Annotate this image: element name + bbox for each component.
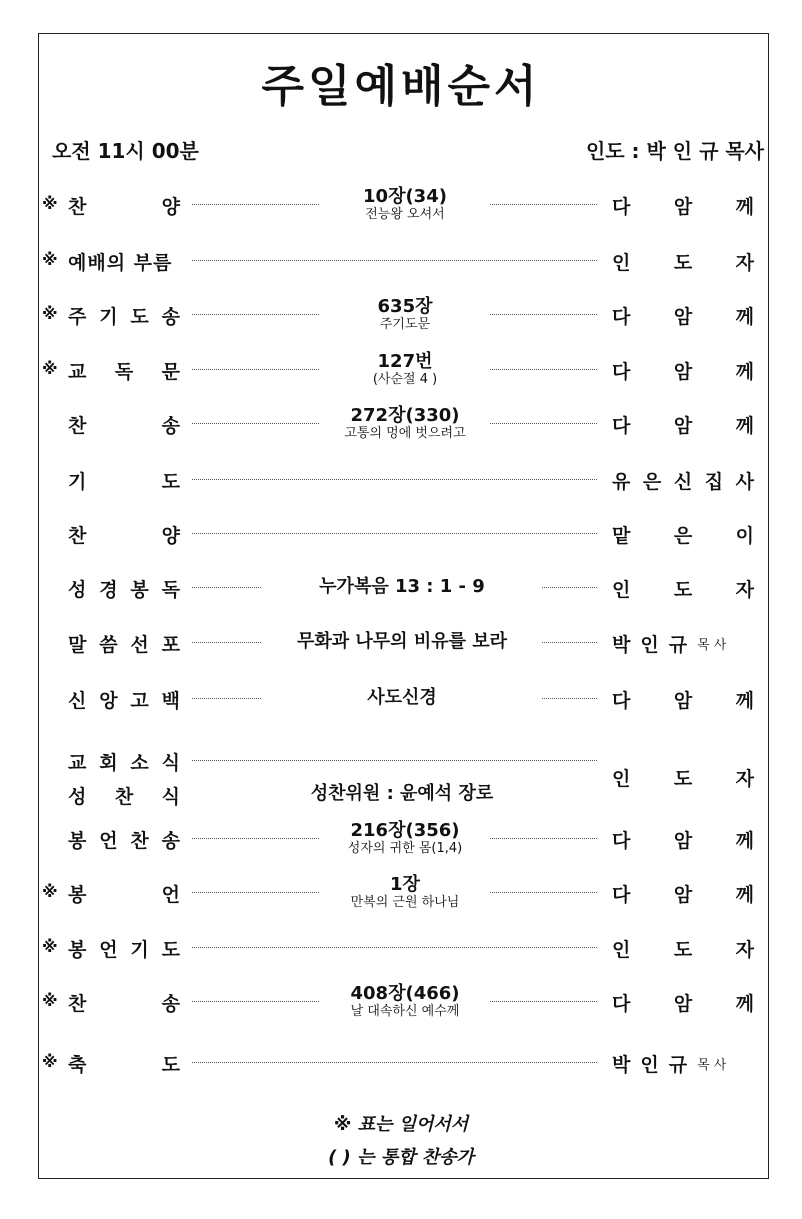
dotted-leader <box>192 479 597 480</box>
person-char: 유 <box>612 471 631 493</box>
program-item-detail <box>262 782 542 806</box>
person-char: 자 <box>735 252 754 274</box>
label-char: 주 <box>68 306 87 328</box>
program-item-detail <box>320 405 490 442</box>
label-char: 독 <box>114 361 134 383</box>
program-row <box>0 349 802 389</box>
program-item-person <box>612 989 754 1016</box>
page-title: 주일예배순서 <box>261 61 541 112</box>
label-char: 기 <box>130 939 149 961</box>
program-row <box>0 184 802 224</box>
program-row <box>0 768 802 814</box>
program-item-label <box>68 411 180 438</box>
program-row <box>0 403 802 443</box>
label-char: 경 <box>99 579 118 601</box>
program-item-person <box>612 935 754 962</box>
program-item-label <box>68 302 180 329</box>
program-item-person <box>612 467 754 494</box>
detail-secondary: 날 대속하신 예수께 <box>350 1004 460 1019</box>
label-char: 도 <box>161 939 180 961</box>
label-char: 문 <box>161 361 180 383</box>
label-char: 양 <box>161 525 180 547</box>
label-char: 봉 <box>68 884 87 906</box>
program-item-person <box>612 411 754 438</box>
service-time: 오전 11시 00분 <box>52 139 199 163</box>
label-char: 도 <box>161 471 180 493</box>
program-item-label <box>68 1050 180 1077</box>
program-item-person <box>612 880 754 907</box>
label-char: 백 <box>161 690 180 712</box>
service-header <box>52 135 764 165</box>
label-char: 도 <box>161 1054 180 1076</box>
label-char: 찬 <box>68 415 87 437</box>
label-char: 찬 <box>68 196 87 218</box>
person-char: 자 <box>735 579 754 601</box>
standing-mark: ※ <box>42 194 58 213</box>
label-char: 찬 <box>68 993 87 1015</box>
program-item-label <box>68 880 180 907</box>
person-char: 인 <box>612 252 631 274</box>
person-char: 은 <box>642 471 662 493</box>
label-char: 봉 <box>130 579 149 601</box>
person-char: 다 <box>612 415 631 437</box>
person-char: 암 <box>673 993 693 1015</box>
label-char: 소 <box>130 752 149 774</box>
person-char: 암 <box>673 884 693 906</box>
program-item-detail <box>320 351 490 388</box>
program-item-person <box>612 1050 754 1077</box>
person-char: 께 <box>735 690 754 712</box>
label-char: 씀 <box>99 634 118 656</box>
program-item-label <box>68 826 180 853</box>
detail-primary: 408장(466) <box>350 983 460 1004</box>
label-char: 기 <box>99 306 118 328</box>
detail-primary: 216장(356) <box>350 820 460 841</box>
program-row <box>0 872 802 912</box>
program-row <box>0 513 802 553</box>
person-char: 다 <box>612 306 631 328</box>
program-item-detail <box>262 575 542 599</box>
person-char: 인 <box>612 939 631 961</box>
label-char: 식 <box>161 752 180 774</box>
program-item-person <box>612 630 754 657</box>
program-item-label <box>68 989 180 1016</box>
person-char: 께 <box>735 196 754 218</box>
program-item-person <box>612 302 754 329</box>
person-char: 인 <box>640 1054 659 1076</box>
person-char: 은 <box>673 525 693 547</box>
person-char: 도 <box>673 939 693 961</box>
label-char: 찬 <box>114 786 134 808</box>
program-item-person <box>612 826 754 853</box>
detail-secondary: 성자의 귀한 몸(1,4) <box>347 841 463 856</box>
label-char: 포 <box>161 634 180 656</box>
program-item-person <box>612 248 754 275</box>
label-char: 앙 <box>99 690 118 712</box>
detail-secondary: (사순절 4 ) <box>372 372 438 387</box>
program-item-person <box>612 575 754 602</box>
person-char: 맡 <box>612 525 631 547</box>
person-char: 암 <box>673 361 693 383</box>
detail-secondary: 만복의 근원 하나님 <box>350 895 460 910</box>
person-char: 께 <box>735 830 754 852</box>
program-row <box>0 240 802 280</box>
person-char: 암 <box>673 690 693 712</box>
person-char: 박 <box>612 634 631 656</box>
program-row <box>0 678 802 718</box>
detail-secondary: 주기도문 <box>379 317 431 332</box>
person-char: 자 <box>735 939 754 961</box>
person-char: 이 <box>735 525 754 547</box>
label-char: 신 <box>68 690 87 712</box>
footer-note-hymnal: ( ) 는 통합 찬송가 <box>328 1147 474 1168</box>
person-char: 자 <box>735 768 754 790</box>
person-char: 다 <box>612 361 631 383</box>
person-char: 박 <box>612 1054 631 1076</box>
label-char: 송 <box>161 993 180 1015</box>
detail-primary: 272장(330) <box>350 405 460 426</box>
program-row <box>0 927 802 967</box>
person-char: 께 <box>735 993 754 1015</box>
person-title: 목 사 <box>697 1058 727 1073</box>
program-item-detail <box>320 874 490 911</box>
footer-note-standing: ※ 표는 일어서서 <box>333 1114 469 1135</box>
person-char: 신 <box>673 471 693 493</box>
program-row <box>0 622 802 662</box>
label-char: 봉 <box>68 830 87 852</box>
program-row <box>0 981 802 1021</box>
person-char: 규 <box>668 634 688 656</box>
detail-primary: 사도신경 <box>367 687 437 708</box>
label-char: 교 <box>68 361 87 383</box>
program-item-label <box>68 935 180 962</box>
standing-mark: ※ <box>42 250 58 269</box>
person-char: 도 <box>673 768 693 790</box>
dotted-leader <box>192 760 597 761</box>
person-char: 암 <box>673 196 693 218</box>
program-item-label <box>68 748 180 775</box>
dotted-leader <box>192 533 597 534</box>
label-char: 송 <box>161 830 180 852</box>
program-item-label <box>68 192 180 219</box>
program-item-person <box>612 764 754 791</box>
program-item-detail <box>262 630 542 654</box>
label-char: 도 <box>130 306 149 328</box>
person-char: 인 <box>640 634 659 656</box>
label-char: 양 <box>161 196 180 218</box>
program-item-label <box>68 521 180 548</box>
person-char: 사 <box>735 471 754 493</box>
program-item-person <box>612 521 754 548</box>
program-item-label <box>68 467 180 494</box>
program-item-detail <box>320 186 490 223</box>
label-char: 고 <box>130 690 149 712</box>
program-item-label <box>68 248 180 275</box>
label-char: 송 <box>161 306 180 328</box>
program-item-detail <box>320 983 490 1020</box>
person-char: 다 <box>612 690 631 712</box>
label-char: 언 <box>161 884 180 906</box>
label-char: 독 <box>161 579 180 601</box>
service-leader: 인도 : 박 인 규 목사 <box>585 139 764 163</box>
person-char: 인 <box>612 579 631 601</box>
detail-primary: 누가복음 13 : 1 - 9 <box>319 576 485 597</box>
dotted-leader <box>192 947 597 948</box>
person-char: 암 <box>673 830 693 852</box>
detail-primary: 무화과 나무의 비유를 보라 <box>296 631 508 652</box>
person-char: 다 <box>612 993 631 1015</box>
detail-secondary: 고통의 멍에 벗으려고 <box>344 426 466 441</box>
person-char: 암 <box>673 415 693 437</box>
standing-mark: ※ <box>42 937 58 956</box>
program-item-label <box>68 575 180 602</box>
program-row <box>0 459 802 499</box>
standing-mark: ※ <box>42 359 58 378</box>
program-row <box>0 1042 802 1082</box>
label-char: 기 <box>68 471 87 493</box>
label-char: 예배의 부름 <box>68 252 173 274</box>
label-char: 교 <box>68 752 87 774</box>
program-item-label <box>68 357 180 384</box>
detail-primary: 10장(34) <box>363 186 447 207</box>
person-char: 규 <box>668 1054 688 1076</box>
label-char: 봉 <box>68 939 87 961</box>
label-char: 찬 <box>68 525 87 547</box>
program-row <box>0 567 802 607</box>
label-char: 회 <box>99 752 118 774</box>
program-item-person <box>612 192 754 219</box>
label-char: 성 <box>68 579 87 601</box>
label-char: 찬 <box>130 830 149 852</box>
detail-primary: 127번 <box>377 351 433 372</box>
detail-primary: 635장 <box>377 296 433 317</box>
label-char: 성 <box>68 786 87 808</box>
label-char: 선 <box>130 634 149 656</box>
person-char: 도 <box>673 579 693 601</box>
program-item-detail <box>320 820 490 857</box>
dotted-leader <box>192 260 597 261</box>
detail-primary: 성찬위원 : 윤예석 장로 <box>310 783 494 804</box>
program-item-person <box>612 357 754 384</box>
detail-secondary: 전능왕 오셔서 <box>365 207 445 222</box>
program-item-detail <box>262 686 542 710</box>
standing-mark: ※ <box>42 991 58 1010</box>
program-item-label <box>68 782 180 809</box>
dotted-leader <box>192 1062 597 1063</box>
program-item-label <box>68 630 180 657</box>
person-char: 다 <box>612 196 631 218</box>
person-title: 목 사 <box>697 638 727 653</box>
label-char: 말 <box>68 634 87 656</box>
program-item-detail <box>320 296 490 333</box>
label-char: 언 <box>99 939 118 961</box>
program-row <box>0 294 802 334</box>
person-char: 께 <box>735 884 754 906</box>
label-char: 축 <box>68 1054 87 1076</box>
standing-mark: ※ <box>42 882 58 901</box>
person-char: 도 <box>673 252 693 274</box>
detail-primary: 1장 <box>390 874 420 895</box>
program-item-person <box>612 686 754 713</box>
label-char: 식 <box>161 786 180 808</box>
person-char: 집 <box>704 471 724 493</box>
person-char: 께 <box>735 306 754 328</box>
person-char: 께 <box>735 361 754 383</box>
program-row <box>0 818 802 858</box>
person-char: 다 <box>612 830 631 852</box>
label-char: 언 <box>99 830 118 852</box>
standing-mark: ※ <box>42 1052 58 1071</box>
program-item-label <box>68 686 180 713</box>
person-char: 께 <box>735 415 754 437</box>
standing-mark: ※ <box>42 304 58 323</box>
person-char: 암 <box>673 306 693 328</box>
person-char: 인 <box>612 768 631 790</box>
label-char: 송 <box>161 415 180 437</box>
person-char: 다 <box>612 884 631 906</box>
